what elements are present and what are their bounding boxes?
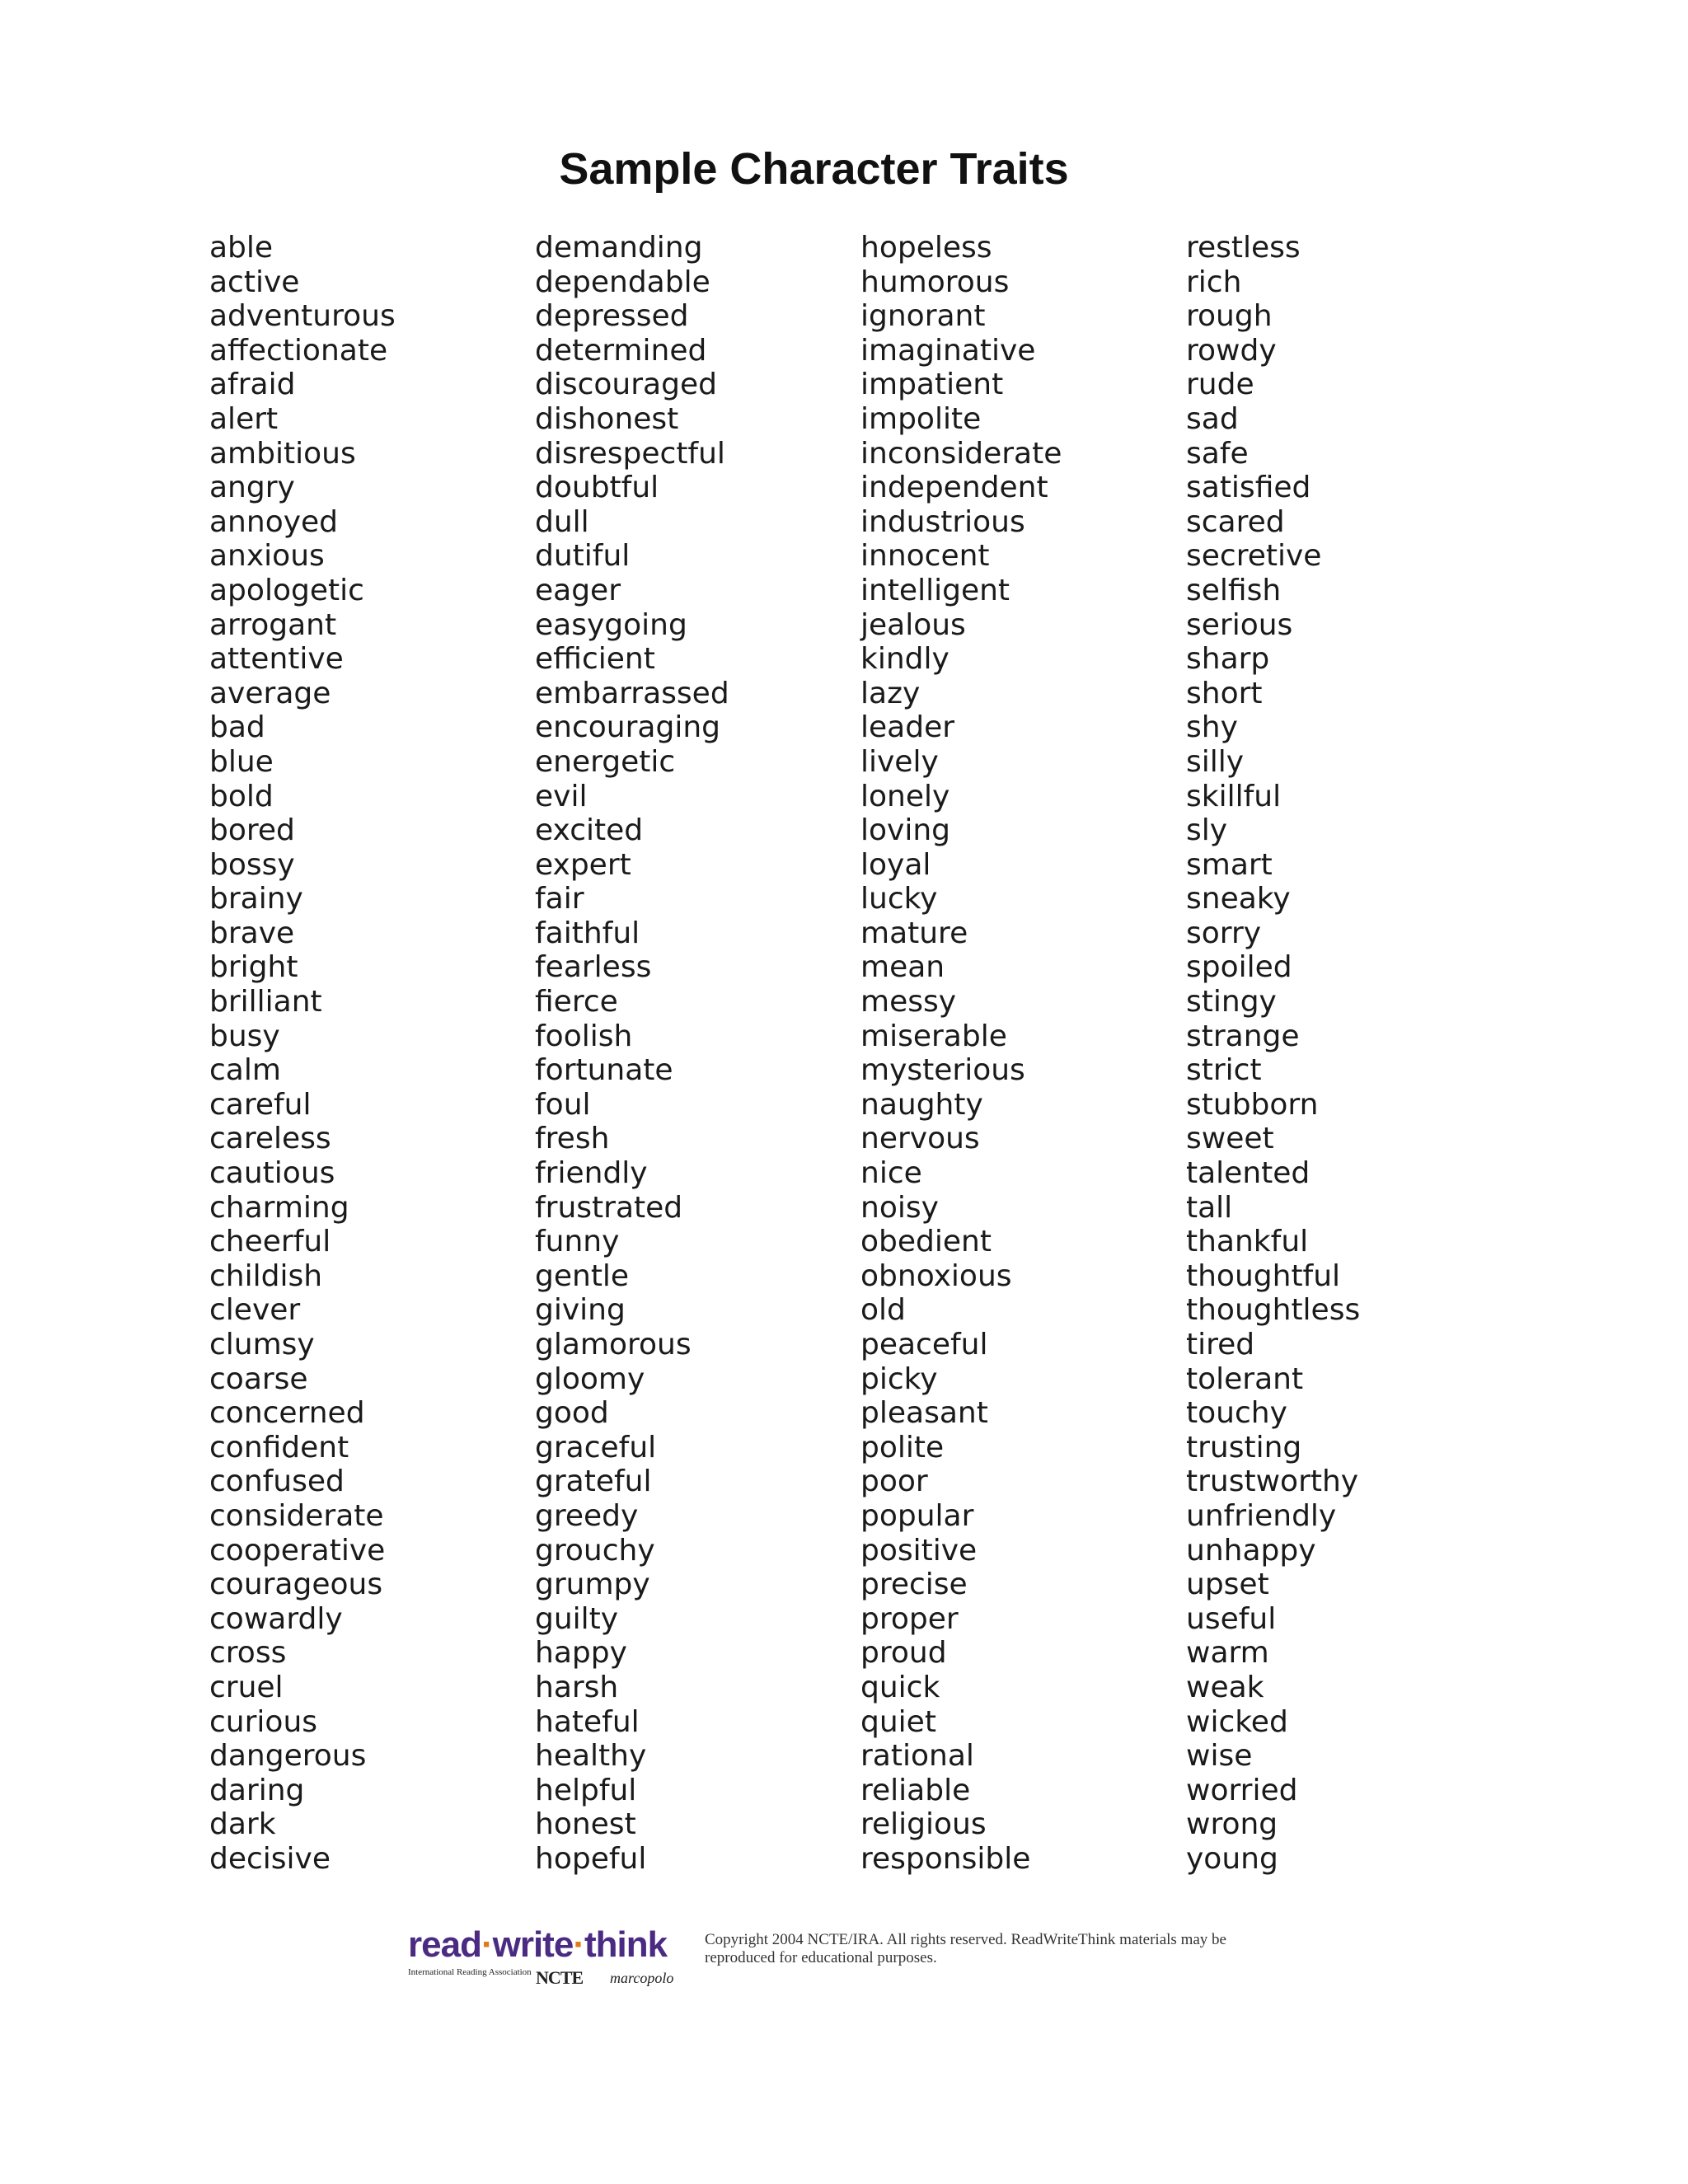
trait-item: confused xyxy=(209,1465,345,1499)
trait-item: careful xyxy=(209,1087,312,1122)
trait-item: gloomy xyxy=(535,1361,645,1396)
trait-item: touchy xyxy=(1186,1396,1287,1431)
trait-item: unhappy xyxy=(1186,1533,1316,1568)
trait-item: strange xyxy=(1186,1019,1300,1053)
trait-item: dependable xyxy=(535,265,710,299)
trait-item: loyal xyxy=(860,847,931,882)
logo-dot-icon: · xyxy=(481,1924,493,1965)
trait-item: expert xyxy=(535,847,631,882)
trait-item: shy xyxy=(1186,710,1238,745)
page-title: Sample Character Traits xyxy=(559,144,1069,194)
trait-item: selfish xyxy=(1186,573,1282,607)
trait-item: glamorous xyxy=(535,1328,692,1361)
trait-item: serious xyxy=(1186,607,1293,642)
trait-item: sad xyxy=(1186,401,1239,436)
trait-item: disrespectful xyxy=(535,436,725,471)
trait-item: hopeless xyxy=(860,231,992,265)
trait-item: angry xyxy=(209,471,295,505)
trait-item: dishonest xyxy=(535,401,679,436)
trait-item: hopeful xyxy=(535,1841,647,1876)
trait-item: tired xyxy=(1186,1328,1255,1361)
traits-column-4 xyxy=(1186,231,1499,1877)
footer xyxy=(408,1924,1232,1990)
trait-item: religious xyxy=(860,1807,987,1842)
trait-item: upset xyxy=(1186,1568,1269,1602)
trait-item: affectionate xyxy=(209,333,388,368)
trait-item: rich xyxy=(1186,265,1242,299)
trait-item: scared xyxy=(1186,504,1285,539)
trait-item: mysterious xyxy=(860,1053,1025,1088)
marcopolo-logo: marcopolo xyxy=(610,1970,674,1986)
trait-item: brave xyxy=(209,916,295,950)
trait-item: skillful xyxy=(1186,779,1282,813)
logo-think: think xyxy=(584,1924,668,1965)
trait-item: happy xyxy=(535,1636,627,1671)
trait-item: mature xyxy=(860,916,968,950)
trait-item: responsible xyxy=(860,1841,1031,1876)
trait-item: peaceful xyxy=(860,1328,988,1361)
readwritethink-logo xyxy=(408,1924,696,1990)
trait-item: curious xyxy=(209,1704,318,1739)
trait-item: precise xyxy=(860,1568,968,1602)
trait-item: honest xyxy=(535,1807,636,1842)
trait-item: sharp xyxy=(1186,642,1270,677)
trait-item: young xyxy=(1186,1841,1278,1876)
trait-item: secretive xyxy=(1186,539,1322,574)
trait-item: calm xyxy=(209,1053,281,1088)
trait-item: spoiled xyxy=(1186,950,1292,985)
trait-item: smart xyxy=(1186,847,1273,882)
trait-item: trusting xyxy=(1186,1430,1302,1465)
trait-item: cooperative xyxy=(209,1533,386,1568)
trait-item: intelligent xyxy=(860,573,1010,607)
trait-item: adventurous xyxy=(209,299,396,334)
trait-item: independent xyxy=(860,471,1048,505)
trait-item: miserable xyxy=(860,1019,1007,1053)
trait-item: dull xyxy=(535,504,589,539)
trait-item: quick xyxy=(860,1670,940,1704)
trait-item: harsh xyxy=(535,1670,619,1704)
trait-item: inconsiderate xyxy=(860,436,1062,471)
trait-item: obnoxious xyxy=(860,1258,1012,1293)
trait-item: worried xyxy=(1186,1773,1298,1807)
copyright-notice: Copyright 2004 NCTE/IRA. All rights reserved. ReadWriteThink materials may be reproduced for educational purposes. xyxy=(705,1931,1226,1966)
trait-item: rude xyxy=(1186,368,1254,402)
trait-item: bright xyxy=(209,950,298,985)
partner-logos xyxy=(408,1967,696,1989)
trait-item: wrong xyxy=(1186,1807,1278,1842)
trait-item: lonely xyxy=(860,779,950,813)
trait-item: graceful xyxy=(535,1430,657,1465)
trait-item: helpful xyxy=(535,1773,637,1807)
trait-item: cheerful xyxy=(209,1225,331,1259)
trait-item: determined xyxy=(535,333,707,368)
trait-item: apologetic xyxy=(209,573,364,607)
trait-item: safe xyxy=(1186,436,1249,471)
trait-item: concerned xyxy=(209,1396,365,1431)
logo-dot-icon: · xyxy=(573,1924,584,1965)
trait-item: fair xyxy=(535,882,584,916)
trait-item: hateful xyxy=(535,1704,640,1739)
trait-item: polite xyxy=(860,1430,945,1465)
trait-item: nervous xyxy=(860,1122,980,1156)
trait-item: foul xyxy=(535,1087,591,1122)
trait-item: lively xyxy=(860,744,939,779)
trait-item: stubborn xyxy=(1186,1087,1319,1122)
trait-item: proud xyxy=(860,1636,947,1671)
trait-item: clumsy xyxy=(209,1328,315,1361)
trait-item: nice xyxy=(860,1156,922,1191)
trait-item: ignorant xyxy=(860,299,986,334)
trait-item: cross xyxy=(209,1636,287,1671)
trait-item: blue xyxy=(209,744,274,779)
trait-item: thankful xyxy=(1186,1225,1309,1259)
trait-item: cruel xyxy=(209,1670,284,1704)
trait-item: trustworthy xyxy=(1186,1465,1359,1499)
trait-item: average xyxy=(209,676,331,710)
trait-item: good xyxy=(535,1396,609,1431)
trait-item: grumpy xyxy=(535,1568,650,1602)
trait-item: annoyed xyxy=(209,504,339,539)
trait-item: talented xyxy=(1186,1156,1311,1191)
trait-item: discouraged xyxy=(535,368,717,402)
trait-item: dark xyxy=(209,1807,276,1842)
trait-item: coarse xyxy=(209,1361,308,1396)
trait-item: sneaky xyxy=(1186,882,1291,916)
trait-item: poor xyxy=(860,1465,928,1499)
trait-item: positive xyxy=(860,1533,978,1568)
trait-item: bad xyxy=(209,710,265,745)
trait-item: attentive xyxy=(209,642,344,677)
trait-item: quiet xyxy=(860,1704,936,1739)
trait-item: stingy xyxy=(1186,985,1277,1019)
trait-item: easygoing xyxy=(535,607,687,642)
trait-item: healthy xyxy=(535,1739,647,1774)
logo-write: write xyxy=(492,1924,574,1965)
trait-item: eager xyxy=(535,573,621,607)
trait-item: lucky xyxy=(860,882,938,916)
trait-item: rational xyxy=(860,1739,974,1774)
trait-item: humorous xyxy=(860,265,1010,299)
trait-item: loving xyxy=(860,813,951,848)
trait-item: sorry xyxy=(1186,916,1262,950)
trait-item: giving xyxy=(535,1293,626,1328)
trait-item: imaginative xyxy=(860,333,1036,368)
trait-item: silly xyxy=(1186,744,1245,779)
trait-item: doubtful xyxy=(535,471,659,505)
trait-item: wise xyxy=(1186,1739,1253,1774)
trait-item: frustrated xyxy=(535,1190,683,1225)
trait-item: gentle xyxy=(535,1258,630,1293)
trait-item: dangerous xyxy=(209,1739,367,1774)
trait-item: fortunate xyxy=(535,1053,673,1088)
trait-item: obedient xyxy=(860,1225,992,1259)
trait-item: leader xyxy=(860,710,955,745)
trait-item: cautious xyxy=(209,1156,335,1191)
trait-item: old xyxy=(860,1293,906,1328)
trait-item: ambitious xyxy=(209,436,356,471)
trait-item: alert xyxy=(209,401,279,436)
trait-item: cowardly xyxy=(209,1601,343,1636)
trait-item: brilliant xyxy=(209,985,322,1019)
trait-item: lazy xyxy=(860,676,921,710)
trait-item: noisy xyxy=(860,1190,939,1225)
trait-item: naughty xyxy=(860,1087,983,1122)
trait-item: friendly xyxy=(535,1156,648,1191)
trait-item: rowdy xyxy=(1186,333,1277,368)
trait-item: rough xyxy=(1186,299,1273,334)
trait-item: depressed xyxy=(535,299,689,334)
trait-item: anxious xyxy=(209,539,325,574)
trait-item: tall xyxy=(1186,1190,1233,1225)
trait-item: reliable xyxy=(860,1773,971,1807)
trait-item: strict xyxy=(1186,1053,1262,1088)
trait-item: impatient xyxy=(860,368,1004,402)
trait-item: careless xyxy=(209,1122,331,1156)
trait-item: mean xyxy=(860,950,945,985)
trait-item: confident xyxy=(209,1430,349,1465)
trait-item: childish xyxy=(209,1258,323,1293)
ncte-logo: NCTE xyxy=(536,1967,584,1988)
trait-item: kindly xyxy=(860,642,950,677)
trait-item: useful xyxy=(1186,1601,1277,1636)
trait-item: fierce xyxy=(535,985,618,1019)
trait-item: charming xyxy=(209,1190,349,1225)
trait-item: considerate xyxy=(209,1498,384,1533)
trait-item: thoughtless xyxy=(1186,1293,1361,1328)
trait-item: satisfied xyxy=(1186,471,1311,505)
trait-item: able xyxy=(209,231,274,265)
trait-item: encouraging xyxy=(535,710,720,745)
traits-columns xyxy=(209,231,1688,1896)
trait-item: wicked xyxy=(1186,1704,1288,1739)
trait-item: funny xyxy=(535,1225,620,1259)
trait-item: active xyxy=(209,265,300,299)
trait-item: unfriendly xyxy=(1186,1498,1337,1533)
trait-item: weak xyxy=(1186,1670,1264,1704)
trait-item: thoughtful xyxy=(1186,1258,1341,1293)
logo-wordmark xyxy=(408,1924,667,1966)
trait-item: dutiful xyxy=(535,539,631,574)
trait-item: fearless xyxy=(535,950,652,985)
ira-logo: International Reading Association xyxy=(408,1967,532,1977)
traits-column-2 xyxy=(535,231,848,1877)
trait-item: clever xyxy=(209,1293,301,1328)
trait-item: guilty xyxy=(535,1601,619,1636)
trait-item: decisive xyxy=(209,1841,331,1876)
trait-item: greedy xyxy=(535,1498,639,1533)
trait-item: warm xyxy=(1186,1636,1269,1671)
trait-item: sly xyxy=(1186,813,1228,848)
trait-item: energetic xyxy=(535,744,676,779)
trait-item: bold xyxy=(209,779,274,813)
trait-item: innocent xyxy=(860,539,990,574)
trait-item: tolerant xyxy=(1186,1361,1304,1396)
trait-item: pleasant xyxy=(860,1396,988,1431)
trait-item: restless xyxy=(1186,231,1301,265)
trait-item: efficient xyxy=(535,642,655,677)
trait-item: proper xyxy=(860,1601,959,1636)
trait-item: short xyxy=(1186,676,1263,710)
trait-item: bossy xyxy=(209,847,295,882)
trait-item: sweet xyxy=(1186,1122,1274,1156)
trait-item: excited xyxy=(535,813,644,848)
traits-column-1 xyxy=(209,231,523,1877)
logo-read: read xyxy=(408,1924,481,1965)
trait-item: faithful xyxy=(535,916,640,950)
trait-item: bored xyxy=(209,813,295,848)
trait-item: jealous xyxy=(860,607,966,642)
trait-item: daring xyxy=(209,1773,305,1807)
trait-item: afraid xyxy=(209,368,296,402)
trait-item: popular xyxy=(860,1498,974,1533)
trait-item: grouchy xyxy=(535,1533,655,1568)
trait-item: impolite xyxy=(860,401,982,436)
traits-column-3 xyxy=(860,231,1174,1877)
trait-item: brainy xyxy=(209,882,303,916)
trait-item: foolish xyxy=(535,1019,633,1053)
trait-item: embarrassed xyxy=(535,676,729,710)
trait-item: messy xyxy=(860,985,957,1019)
trait-item: arrogant xyxy=(209,607,337,642)
trait-item: demanding xyxy=(535,231,703,265)
trait-item: busy xyxy=(209,1019,280,1053)
trait-item: courageous xyxy=(209,1568,383,1602)
trait-item: grateful xyxy=(535,1465,652,1499)
trait-item: industrious xyxy=(860,504,1025,539)
trait-item: evil xyxy=(535,779,588,813)
trait-item: picky xyxy=(860,1361,938,1396)
trait-item: fresh xyxy=(535,1122,610,1156)
